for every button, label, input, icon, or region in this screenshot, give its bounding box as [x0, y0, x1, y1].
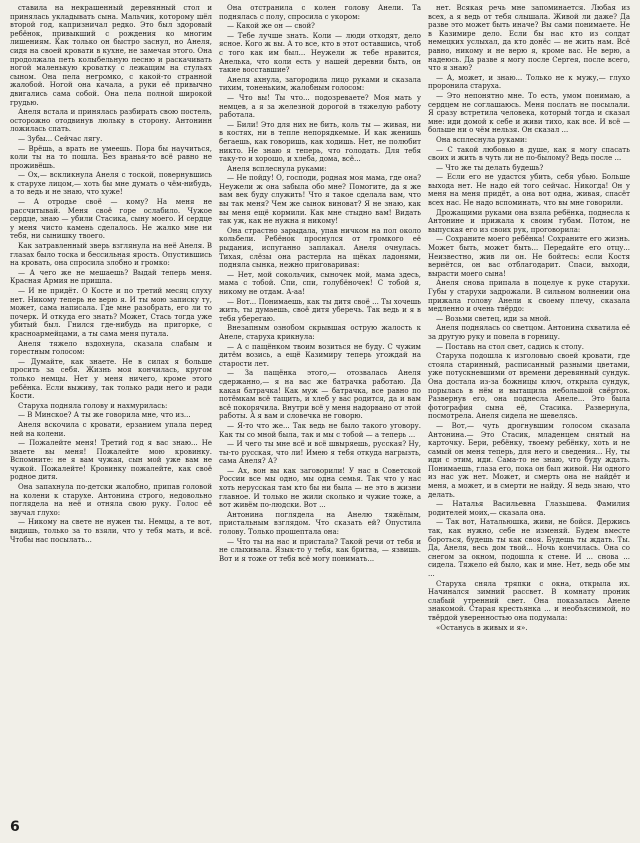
paragraph: — В Минское? А ты же говорила мне, что из...	[18, 411, 191, 420]
paragraph: — Вот,— чуть дрогнувшим голосом сказала Антонина.— Это Стасик, младенцем снятый на карточку. Бери, ребёнку, твоему ребёнку, хоть и не самый он меня теперь, для него и сведения... Ну, ты иди с этим, иди. Сама-то не знаю, что буду ждать. Понимаешь, глаза его, пока он был живой. Ни одного из нас уж нет. Может, и смерть она не найдёт и меня, а может, и в смерти не найду. Я ведь знаю, что делать.	[428, 421, 630, 499]
paragraph: — За пащёнка этого,— отозвалась Анеля сдержанно,— я на вас же батрачка работаю. Да какая батрачка! Как муж — батрачка, все равно по потёмкам всё тащить, и хлеб у вас родится, да и вам всё покорячила. Внутри всё у меня надорвано от этой работы. А я вам и словечка не говорю.	[219, 369, 421, 421]
text-column-1	[10, 4, 212, 824]
article-page	[10, 4, 630, 824]
paragraph: — А отродье своё — кому? На меня не рассчитывай. Меня своё горе ослабило. Чужое сердце, знаю — убили Стасика, сыну моего. И сердце у меня чисто камень сделалось. Не жалко мне ни тебя, ни сынишку твоего.	[10, 198, 212, 241]
paragraph: — Никому на свете не нужен ты. Немцы, а те вот, видишь, только за то взяли, что у тебя мать, и всё. Чтобы нас посылать...	[10, 518, 212, 544]
paragraph: — Врёшь, а врать не умеешь. Пора бы научиться, коли ты на то пошла. Без вранья-то всё равно не проживёшь.	[10, 144, 212, 170]
paragraph: — Поставь на стол свет, садись к столу.	[436, 342, 584, 351]
paragraph: — Это непонятно мне. То есть, умом понимаю, а сердцем не соглашаюсь. Меня послать не посылали. Я сразу встретила человека, который тогда и сказал мне: иди домой к себе и живи тихо, как все. И всё — больше ни о чём нельзя. Он сказал ...	[428, 91, 630, 135]
paragraph: — Так вот, Натальюшка, живи, не бойся. Держись так, как нужно, себе не изменяй. Будем вместе бороться, будешь ты как своя. Будешь ты ждать. Ты. Да, Анеля, весь дом твой... Ночь кончилась. Она со снегом за окном, подошла к стене. И ... снова ... сидела. Тяжело ей было, как и мне. Нет, ведь обе мы ...	[428, 518, 630, 578]
paragraph: — Возьми светец, иди за мной.	[436, 314, 551, 323]
paragraph: Анеля поднялась со светцом. Антонина схватила её за другую руку и повела в горницу.	[428, 324, 630, 341]
paragraph: ставила на некрашенный деревянный стол и принялась укладывать сына. Мальчик, которому шёл второй год, капризничал редко. Это был здоровый ребёнок, привыкший с рождения ко многим лишениям. Как только он быстро заснул, но Анеля, сидя на своей кровати в кухне, не замечая этого. Она продолжала петь колыбельную песню и раскачивать ногой маленькую кроватку с лежащим на стульях сыном. Она пела негромко, с какой-то странной жалобой. Ногой она качала, а руки её привычно двигались сама собой. Она пела полной широкой грудью.	[10, 4, 212, 107]
paragraph: — Вот... Понимаешь, как ты дитя своё ... Ты хочешь жить, ты думаешь, своё дитя уберечь. Так ведь и я в тебя уберегаю.	[219, 297, 421, 323]
paragraph: Она всплеснула руками:	[436, 135, 528, 144]
paragraph: нет. Всякая речь мне запоминается. Любая из всех, а я ведь от тебя слышала. Живой ли даже? Да разве это может быть иначе? Вы сами понимаете. Не в Казимире дело. Если бы нас кто из солдат немецких услыхал, да кто донёс — не жить нам. Всё равно, никому и не верю я, кроме вас. Не верю, а надеюсь. Да разве я могу после Сергея, после всего, что я знаю?	[428, 4, 630, 73]
paragraph: — Били! Это для них не бить, коль ты — живая, ни в костях, ни в тепле непорядкемые. И как женишь бегаешь, как говоришь, как ходишь. Нет, не полюбит никто. Не знаю я теперь, что голодать. Для тебя таку-то и хорошо, и хлеба, дома, всё...	[219, 120, 421, 164]
paragraph: — Что же ты делать будешь?	[436, 163, 544, 172]
paragraph: Внезапным ознобом скрывшая острую жалость к Анеле, старуха крикнула:	[219, 324, 421, 341]
paragraph: — Если его не удастся убить, себя убью. Больше выхода нет. Не надо ей того сейчас. Никогда! Он у меня на меня придёт, а она вот одна, живая, спасёт всех нас. Не надо вспоминать, что вы мне говорили.	[428, 173, 630, 208]
paragraph: — Думайте, как знаете. Не в силах я больше просить за себя. Жизнь моя кончилась, кругом только немцы. Нет у меня ничего, кроме этого ребёнка. Если выживу, так только ради него и ради Кости.	[10, 357, 212, 401]
paragraph: Как затравленный зверь взглянула на неё Анеля. В глазах было тоска и бессильная ярость. Опустившись на кровать, она спросила злобно и громко:	[10, 242, 212, 268]
paragraph: — И чего ты мне всё и всё швыряешь, русская? Ну, ты-то русская, что ли! Имею я тебя откуда нагрызть, сама Анеля? А?	[219, 440, 421, 466]
paragraph: — И не придёт. О Косте и по третий месяц слуху нет. Никому теперь не верю я. И ты мою записку ту, может, сама написала. Где мне разобрать, его ли то почерк. И откуда его знать? Может, Стась тогда уже убитый был. Гнился где-нибудь на пригорке, с красноармейцами, а ты сама меня путала.	[10, 287, 212, 338]
paragraph: — Не пойду! О, господи, родная моя мама, где она? Неужели ж она забыла обо мне? Помогите, да я же вам век буду служить! Что я такое сделала вам, что вы так меня? Чем же сынок виноват? Я не знаю, как вы меня ещё кормили. Как мне стыдно вам! Видать так уж, как не нужна я никому!	[219, 174, 421, 226]
paragraph: — Что вы! Ты что... подозреваете? Моя мать у немцев, а я за железной дорогой в тяжелую работу работала.	[219, 93, 421, 120]
paragraph: — Какой же он — свой?	[227, 22, 315, 31]
paragraph: — Зубы... Сейчас лягу.	[18, 134, 103, 143]
paragraph: — Я-то что же... Так ведь не было такого уговору. Как ты со мной была, так и мы с тобой — а теперь ...	[219, 421, 421, 439]
paragraph: Старуха подошла к изголовью своей кровати, где стояла старинный, расписанный разными цветами, уже потускневшими от времени деревянный сундук. Она достала из-за божницы ключ, открыла сундук, порылась в нём и вытащила небольшой свёрток. Развернув его, она поднесла Анеле... Это была фотография сына её, Стасика. Развернула, посмотрела. Анеля сидела не шевелясь.	[428, 352, 630, 421]
text-column-3	[428, 4, 630, 824]
paragraph: — Ох,— вскликнула Анеля с тоской, повернувшись к старухе лицом,— хоть бы мне думать о чём-нибудь, а то ведь и не знаю, что хуже!	[10, 171, 212, 197]
paragraph: Антонина поглядела на Анелю тяжёлым, пристальным взглядом. Что сказать ей? Опустила голову. Только прошептала она:	[219, 510, 421, 537]
paragraph: — Сохраните моего ребёнка! Сохраните его жизнь. Может быть, может быть... Передайте его отцу... Неизвестно, жив ли он. Не бойтесь: если Костя вернётся, он вас отблагодарит. Спаси, выходи, вырасти моего сына!	[428, 235, 630, 278]
paragraph: Анеля снова припала в поцелуе к руке старухи. Губы у старухи задрожали. В сильном волнении она прижала голову Анели к своему плечу, сказала медленно и очень твёрдо:	[428, 279, 630, 314]
paragraph: Старуха подняла голову и нахмурилась:	[18, 401, 168, 410]
paragraph: Анеля встала и принялась разбирать свою постель, осторожно отодвинув люльку в сторону. Антонинн ложилась спать.	[10, 108, 212, 134]
paragraph: — Пожалейте меня! Третий год я вас знаю... Не знаете вы меня! Пожалейте мою кровинку. Вспомните: не я вам чужая, сын мой уже вам не чужой. Пожалейте! Кровинку пожалейте, как своё родное дитя.	[10, 439, 212, 482]
paragraph: — А чего же не мешаешь? Выдай теперь меня. Красная Армия не пришла.	[10, 268, 212, 286]
paragraph: — Что ты на нас и пристала? Такой речи от тебя и не слыхивала. Язык-то у тебя, как бритва, — язвишь. Вот и я тоже от тебя всё могу понимать...	[219, 537, 421, 563]
page-number: 6	[10, 819, 20, 835]
paragraph: Она отстранила с колен голову Анели. Та поднялась с полу, спросила с укором:	[219, 4, 421, 21]
paragraph: — Наталья Васильевна Глазьшева. Фамилия родителей моих,— сказала она.	[428, 500, 630, 517]
paragraph: Она запахнула по-детски жалобно, припав головой на колени к старухе. Антонина строго, недовольно поглядела на неё и отняла свою руку. Голос её звучал глухо:	[10, 483, 212, 517]
paragraph: — Нет, мой сокольчик, сыночек мой, мама здесь, мама с тобой. Спи, спи, голубёночек! С тобой я, никому не отдам. А-аа!	[219, 270, 421, 296]
paragraph: — Тебе лучше знать. Коли — люди отходят, дело ясное. Кого ж вы. А то все, кто в этот оставшись, чтоб с того как им был... Неужели ж тебе нравится, Анелька, что коли есть у нашей деревни быть, он такие восставшие?	[219, 31, 421, 75]
paragraph: «Останусь в живых и я».	[436, 623, 528, 632]
paragraph: Анеля всплеснула руками:	[227, 164, 327, 173]
paragraph: — Ах, вон вы как заговорили! У нас в Советской России все мы одно, мы одна семья. Так что у нас хоть нерусская там кто бы ни была — не это в жизни главное. И только не жили сколько и чужие тоже, а вот живём по-людски. Вот ...	[219, 466, 421, 510]
paragraph: Дрожащими руками она взяла ребёнка, поднесла к Антонине и прижала к своим губам. Потом, не выпуская его из своих рук, проговорила:	[428, 208, 630, 234]
paragraph: Анеля вскочила с кровати, ерзанием упала перед ней на колени.	[10, 420, 212, 438]
paragraph: — А, может, и знаю... Только не к мужу,— глухо проронила старуха.	[428, 73, 630, 91]
text-column-2	[219, 4, 421, 824]
paragraph: Старуха сняла тряпки с окна, открыла их. Начинался зимний рассвет. В комнату проник слабый утренний свет. Она показалась Анеле знакомой. Старая крестьянка ... и необъяснимой, но твёрдой уверенностью она подумала:	[428, 579, 630, 622]
paragraph: Анеля тяжело вздохнула, сказала слабым и горестным голосом:	[10, 339, 212, 357]
paragraph: — С такой любовью в душе, как я могу спасать своих и жить в чуть ли не по-былому? Ведь после ...	[428, 145, 630, 163]
paragraph: — А с пащёнком твоим возиться не буду. С чужим дитём возись, а ещё Казимиру теперь угождай на старости лет.	[219, 342, 421, 368]
paragraph: Она страстно зарыдала, упав ничком на пол около кольбели. Ребёнок проснулся от громкого её рыдания, испуганно заплакал. Анеля очнулась. Тихая, слёзы она растерла на щёках ладонями, подняла сынка, нежно приговаривая:	[219, 226, 421, 270]
paragraph: Анеля ахнула, загородила лицо руками и сказала тихим, тоненьким, жалобным голосом:	[219, 75, 421, 93]
